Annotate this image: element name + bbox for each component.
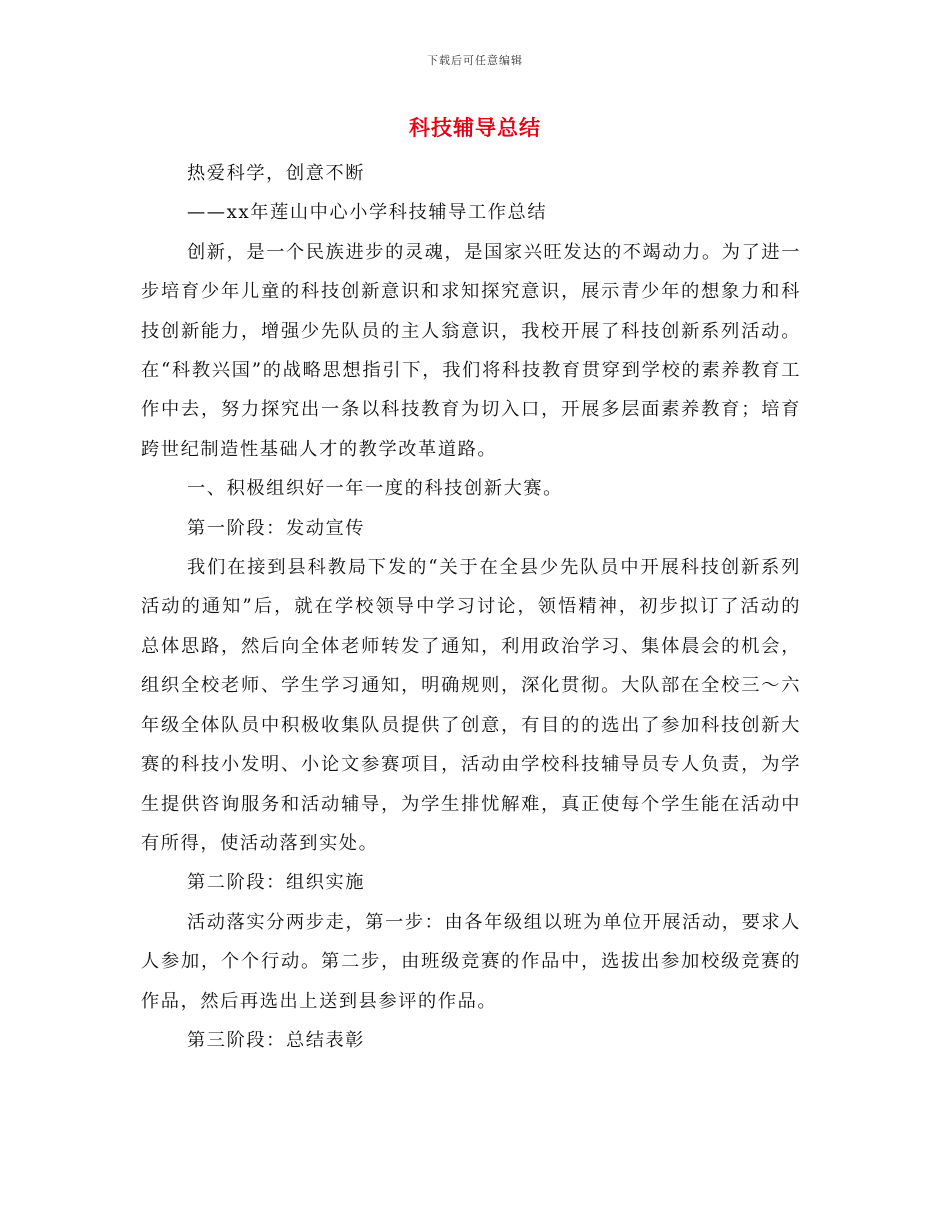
subtitle-dash-line: ——xx年莲山中心小学科技辅导工作总结 xyxy=(187,202,548,224)
stage-2-paragraph: 活动落实分两步走，第一步：由各年级组以班为单位开展活动，要求人人参加，个个行动。第二步，由班级竞赛的作品中，选拔出参加校级竞赛的作品，然后再选出上送到县参评的作品。 xyxy=(141,911,801,1012)
stage-heading-1: 第一阶段：发动宣传 xyxy=(187,517,366,539)
page-header-note: 下载后可任意编辑 xyxy=(427,54,523,67)
document-body xyxy=(141,154,801,1060)
stage-heading-3: 第三阶段：总结表彰 xyxy=(187,1029,366,1051)
intro-paragraph: 创新，是一个民族进步的灵魂，是国家兴旺发达的不竭动力。为了进一步培育少年儿童的科技创新意识和求知探究意识，展示青少年的想象力和科技创新能力，增强少先队员的主人翁意识，我校开展了科技创新系列活动。在“科教兴国”的战略思想指引下，我们将科技教育贯穿到学校的素养教育工作中去，努力探究出一条以科技教育为切入口，开展多层面素养教育；培育跨世纪制造性基础人才的教学改革道路。 xyxy=(141,241,801,460)
section-heading-1: 一、积极组织好一年一度的科技创新大赛。 xyxy=(187,478,563,500)
stage-heading-2: 第二阶段：组织实施 xyxy=(187,872,366,894)
document-title: 科技辅导总结 xyxy=(409,116,541,140)
stage-1-paragraph: 我们在接到县科教局下发的“关于在全县少先队员中开展科技创新系列活动的通知”后，就在学校领导中学习讨论，领悟精神，初步拟订了活动的总体思路，然后向全体老师转发了通知，利用政治学习、集体晨会的机会，组织全校老师、学生学习通知，明确规则，深化贯彻。大队部在全校三～六年级全体队员中积极收集队员提供了创意，有目的的选出了参加科技创新大赛的科技小发明、小论文参赛项目，活动由学校科技辅导员专人负责，为学生提供咨询服务和活动辅导，为学生排忧解难，真正使每个学生能在活动中有所得，使活动落到实处。 xyxy=(141,557,801,854)
subtitle-line: 热爱科学，创意不断 xyxy=(187,163,366,184)
